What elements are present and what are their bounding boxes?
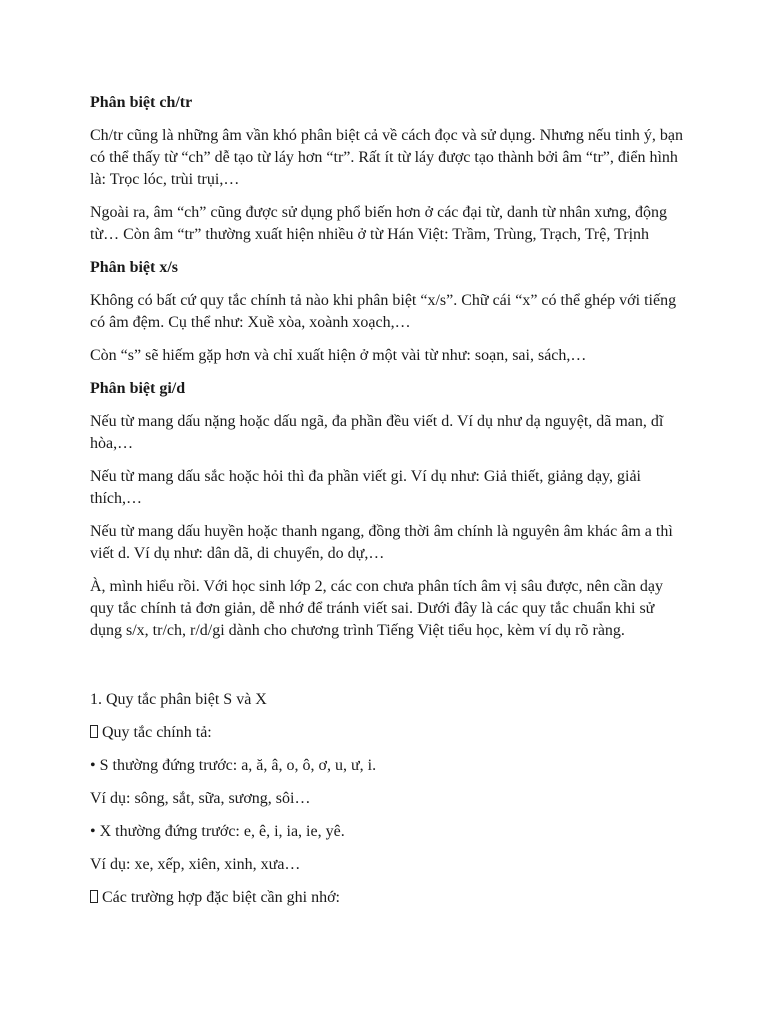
special-label: Các trường hợp đặc biệt cần ghi nhớ: [102, 889, 340, 906]
bullet-s: • S thường đứng trước: a, ă, â, o, ô, ơ, u, ư, i. [90, 757, 377, 774]
section-heading: Phân biệt gi/d [90, 380, 186, 397]
rule-label: Quy tắc chính tả: [102, 724, 212, 741]
section-heading: Phân biệt x/s [90, 259, 179, 276]
paragraph: Nếu từ mang dấu huyền hoặc thanh ngang, đồng thời âm chính là nguyên âm khác âm a thì viết d. Ví dụ như: dân dã, di chuyển, do dự,… [90, 523, 673, 562]
paragraph: Còn “s” sẽ hiếm gặp hơn và chỉ xuất hiện ở một vài từ như: soạn, sai, sách,… [90, 347, 587, 364]
paragraph: Ch/tr cũng là những âm vần khó phân biệt cả về cách đọc và sử dụng. Nhưng nếu tinh ý, bạn có thể thấy từ “ch” dễ tạo từ láy hơn “tr”. Rất ít từ láy được tạo thành bởi âm “tr”, điển hình là: Trọc lóc, trùi trụi,… [90, 127, 683, 188]
paragraph: À, mình hiểu rồi. Với học sinh lớp 2, các con chưa phân tích âm vị sâu được, nên cần dạy quy tắc chính tả đơn giản, dễ nhớ để tránh viết sai. Dưới đây là các quy tắc chuẩn khi sử dụng s/x, tr/ch, r/d/gi dành cho chương trình Tiếng Việt tiểu học, kèm ví dụ rõ ràng. [90, 578, 663, 639]
section-heading: Phân biệt ch/tr [90, 94, 193, 111]
rule-label-line [90, 722, 690, 744]
missing-glyph-icon [90, 725, 98, 738]
section-gi-d [90, 378, 690, 642]
example-s: Ví dụ: sông, sắt, sữa, sương, sôi… [90, 790, 311, 807]
document-page [90, 92, 690, 920]
section-x-s [90, 257, 690, 367]
paragraph: Nếu từ mang dấu sắc hoặc hỏi thì đa phần viết gi. Ví dụ như: Giả thiết, giảng dạy, giải thích,… [90, 468, 641, 507]
spacer [90, 653, 690, 689]
special-label-line [90, 887, 690, 909]
paragraph: Không có bất cứ quy tắc chính tả nào khi phân biệt “x/s”. Chữ cái “x” có thể ghép với tiếng có âm đệm. Cụ thể như: Xuề xòa, xoành xoạch,… [90, 292, 677, 331]
paragraph: Nếu từ mang dấu nặng hoặc dấu ngã, đa phần đều viết d. Ví dụ như dạ nguyệt, dã man, dĩ hòa,… [90, 413, 664, 452]
missing-glyph-icon [90, 890, 98, 903]
rules-section [90, 689, 690, 909]
rules-title: 1. Quy tắc phân biệt S và X [90, 691, 267, 708]
section-ch-tr [90, 92, 690, 246]
paragraph: Ngoài ra, âm “ch” cũng được sử dụng phổ biến hơn ở các đại từ, danh từ nhân xưng, động từ… Còn âm “tr” thường xuất hiện nhiều ở từ Hán Việt: Trầm, Trùng, Trạch, Trệ, Trịnh [90, 204, 668, 243]
bullet-x: • X thường đứng trước: e, ê, i, ia, ie, yê. [90, 823, 345, 840]
example-x: Ví dụ: xe, xếp, xiên, xinh, xưa… [90, 856, 301, 873]
